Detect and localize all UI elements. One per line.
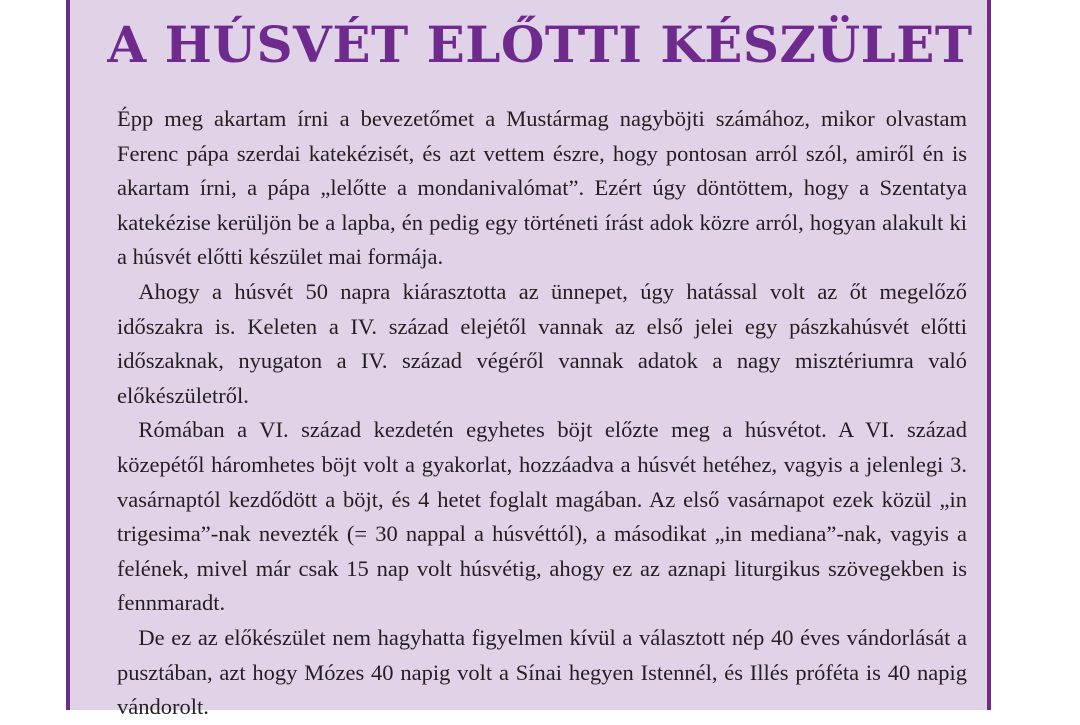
article-paragraph: Épp meg akartam írni a bevezetőmet a Mustármag nagyböjti számához, mikor olvastam Ferenc pápa szerdai katekézisét, és azt vettem észre, hogy pontosan arról szól, amiről én is akartam írni, a pápa „lelőtte a mondanivalómat”. Ezért úgy döntöttem, hogy a Szentatya katekézise kerüljön be a lapba, én pedig egy történeti írást adok közre arról, hogyan alakult ki a húsvét előtti készület mai formája.: [117, 106, 967, 270]
article-paragraph: Ahogy a húsvét 50 napra kiárasztotta az ünnepet, úgy hatással volt az őt megelőző időszakra is. Keleten a IV. század elejétől vannak az első jelei egy pászkahúsvét előtti időszaknak, nyugaton a IV. század végéről vannak adatok a nagy misztériumra való előkészületről.: [117, 278, 967, 408]
article-paragraph: De ez az előkészület nem hagyhatta figyelmen kívül a választott nép 40 éves vándorlását a pusztában, azt hogy Mózes 40 napig volt a Sínai hegyen Istennél, és Illés próféta is 40 napig vándorolt.: [117, 624, 967, 720]
article-body: [117, 102, 967, 725]
article-title: A HÚSVÉT ELŐTTI KÉSZÜLET: [107, 15, 973, 74]
article-paragraph: Rómában a VI. század kezdetén egyhetes böjt előzte meg a húsvétot. A VI. század közepétől háromhetes böjt volt a gyakorlat, hozzáadva a húsvét hetéhez, vagyis a jelenlegi 3. vasárnaptól kezdődött a böjt, és 4 hetet foglalt magában. Az első vasárnapot ezek közül „in trigesima”-nak nevezték (= 30 nappal a húsvéttól), a másodikat „in mediana”-nak, vagyis a felének, mivel már csak 15 nap volt húsvétig, ahogy ez az aznapi liturgikus szövegekben is fennmaradt.: [117, 417, 967, 616]
